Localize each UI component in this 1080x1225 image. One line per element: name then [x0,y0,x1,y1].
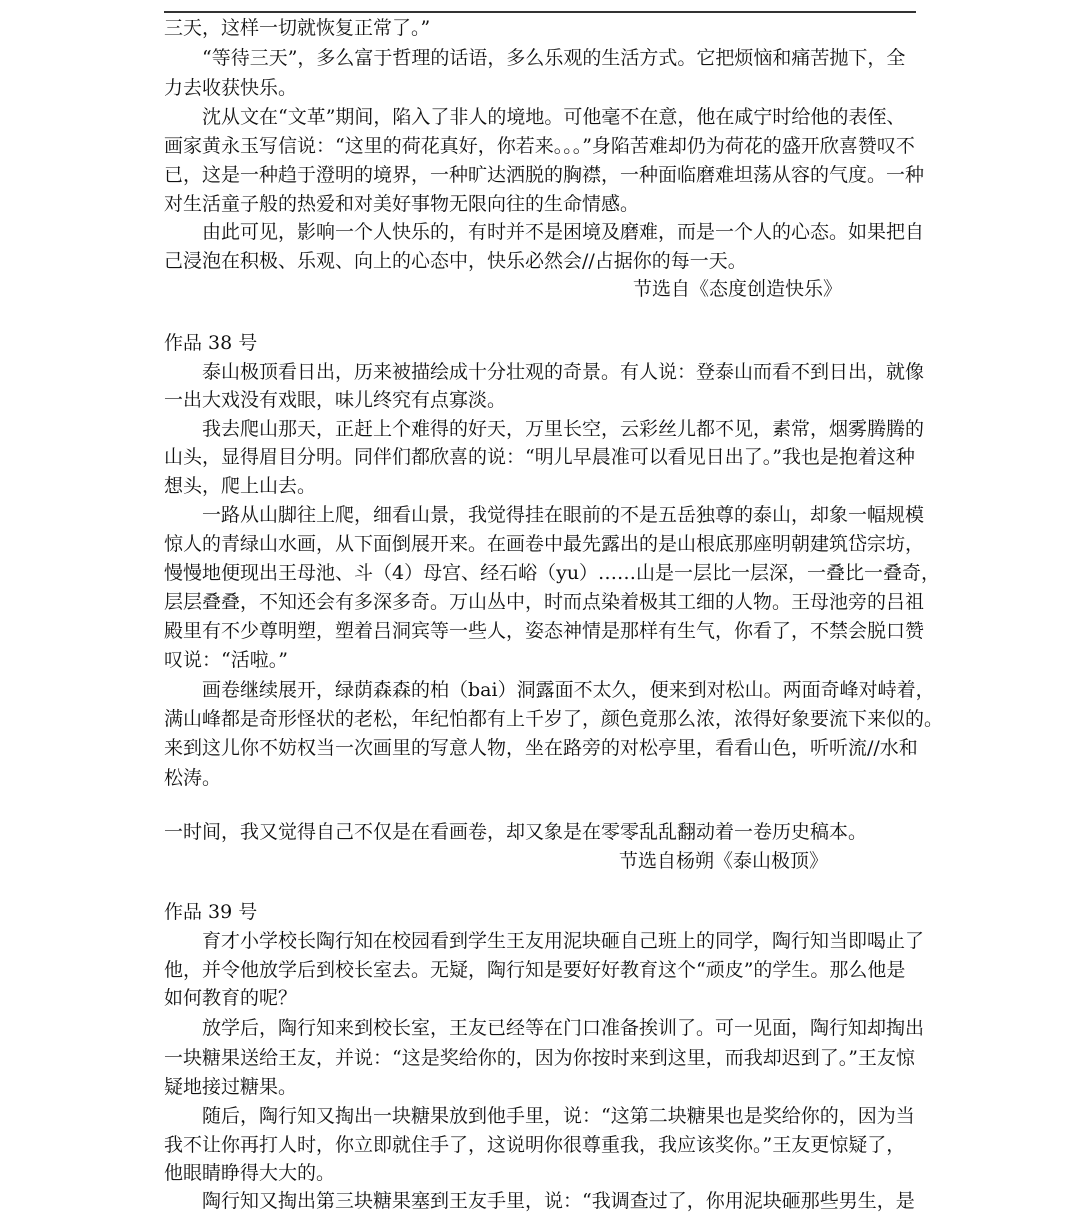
text-line: 来到这儿你不妨权当一次画里的写意人物，坐在路旁的对松亭里，看看山色，听听流//水和 [164,737,918,759]
document-page [164,0,944,1225]
text-line: 一块糖果送给王友，并说：“这是奖给你的，因为你按时来到这里，而我却迟到了。”王友惊 [164,1047,915,1069]
text-line: 沈从文在“文革”期间，陷入了非人的境地。可他毫不在意，他在咸宁时给他的表侄、 [202,106,906,128]
text-line: 泰山极顶看日出，历来被描绘成十分壮观的奇景。有人说：登泰山而看不到日出，就像 [202,361,925,383]
text-line: 已，这是一种趋于澄明的境界，一种旷达洒脱的胸襟，一种面临磨难坦荡从容的气度。一种 [164,164,925,186]
text-line: 松涛。 [164,767,222,789]
text-line: 育才小学校长陶行知在校园看到学生王友用泥块砸自己班上的同学，陶行知当即喝止了 [202,930,925,952]
text-line: 叹说：“活啦。” [164,649,288,671]
text-line: 他，并令他放学后到校长室去。无疑，陶行知是要好好教育这个“顽皮”的学生。那么他是 [164,959,906,981]
text-line: 山头，显得眉目分明。同伴们都欣喜的说：“明儿早晨准可以看见日出了。”我也是抱着这种 [164,446,915,468]
text-line: 如何教育的呢？ [164,987,298,1009]
text-line: 惊人的青绿山水画，从下面倒展开来。在画卷中最先露出的是山根底那座明朝建筑岱宗坊， [164,533,925,555]
text-line: 力去收获快乐。 [164,77,298,99]
section-heading: 作品 39 号 [164,901,258,923]
section-source: 节选自《态度创造快乐》 [632,278,842,300]
text-line: 随后，陶行知又掏出一块糖果放到他手里，说：“这第二块糖果也是奖给你的，因为当 [202,1105,915,1127]
text-line: 画卷继续展开，绿荫森森的柏（bai）洞露面不太久，便来到对松山。两面奇峰对峙着， [202,679,935,701]
text-line: 陶行知又掏出第三块糖果塞到王友手里，说：“我调查过了，你用泥块砸那些男生，是 [202,1190,915,1212]
text-line: “等待三天”，多么富于哲理的话语，多么乐观的生活方式。它把烦恼和痛苦抛下，全 [202,47,906,69]
text-line: 想头，爬上山去。 [164,475,317,497]
text-line: 己浸泡在积极、乐观、向上的心态中，快乐必然会//占据你的每一天。 [164,250,747,272]
text-line: 由此可见，影响一个人快乐的，有时并不是困境及磨难，而是一个人的心态。如果把自 [202,221,925,243]
text-line: 我去爬山那天，正赶上个难得的好天，万里长空，云彩丝儿都不见，素常，烟雾腾腾的 [202,418,925,440]
text-line: 满山峰都是奇形怪状的老松，年纪怕都有上千岁了，颜色竟那么浓，浓得好象要流下来似的。 [164,708,944,730]
text-line: 画家黄永玉写信说：“这里的荷花真好，你若来。。。”身陷苦难却仍为荷花的盛开欣喜赞叹不 [164,135,915,157]
text-line: 一出大戏没有戏眼，味儿终究有点寡淡。 [164,389,507,411]
text-line: 一时间，我又觉得自己不仅是在看画卷，却又象是在零零乱乱翻动着一卷历史稿本。 [164,821,868,843]
section-heading: 作品 38 号 [164,332,258,354]
text-line: 慢慢地便现出王母池、斗（4）母宫、经石峪（yu）……山是一层比一层深，一叠比一叠奇， [164,562,941,584]
text-line: 他眼睛睁得大大的。 [164,1162,336,1184]
text-line: 一路从山脚往上爬，细看山景，我觉得挂在眼前的不是五岳独尊的泰山，却象一幅规模 [202,504,925,526]
text-line: 对生活童子般的热爱和对美好事物无限向往的生命情感。 [164,193,640,215]
section-source: 节选自杨朔《泰山极顶》 [618,850,828,872]
text-line: 疑地接过糖果。 [164,1076,298,1098]
text-line: 三天，这样一切就恢复正常了。” [164,17,431,39]
text-line: 放学后，陶行知来到校长室，王友已经等在门口准备挨训了。可一见面，陶行知却掏出 [202,1017,925,1039]
text-line: 殿里有不少尊明塑，塑着吕洞宾等一些人，姿态神情是那样有生气，你看了，不禁会脱口赞 [164,620,925,642]
text-line: 层层叠叠，不知还会有多深多奇。万山丛中，时而点染着极其工细的人物。王母池旁的吕祖 [164,591,925,613]
text-line: 我不让你再打人时，你立即就住手了，这说明你很尊重我，我应该奖你。”王友更惊疑了， [164,1134,906,1156]
